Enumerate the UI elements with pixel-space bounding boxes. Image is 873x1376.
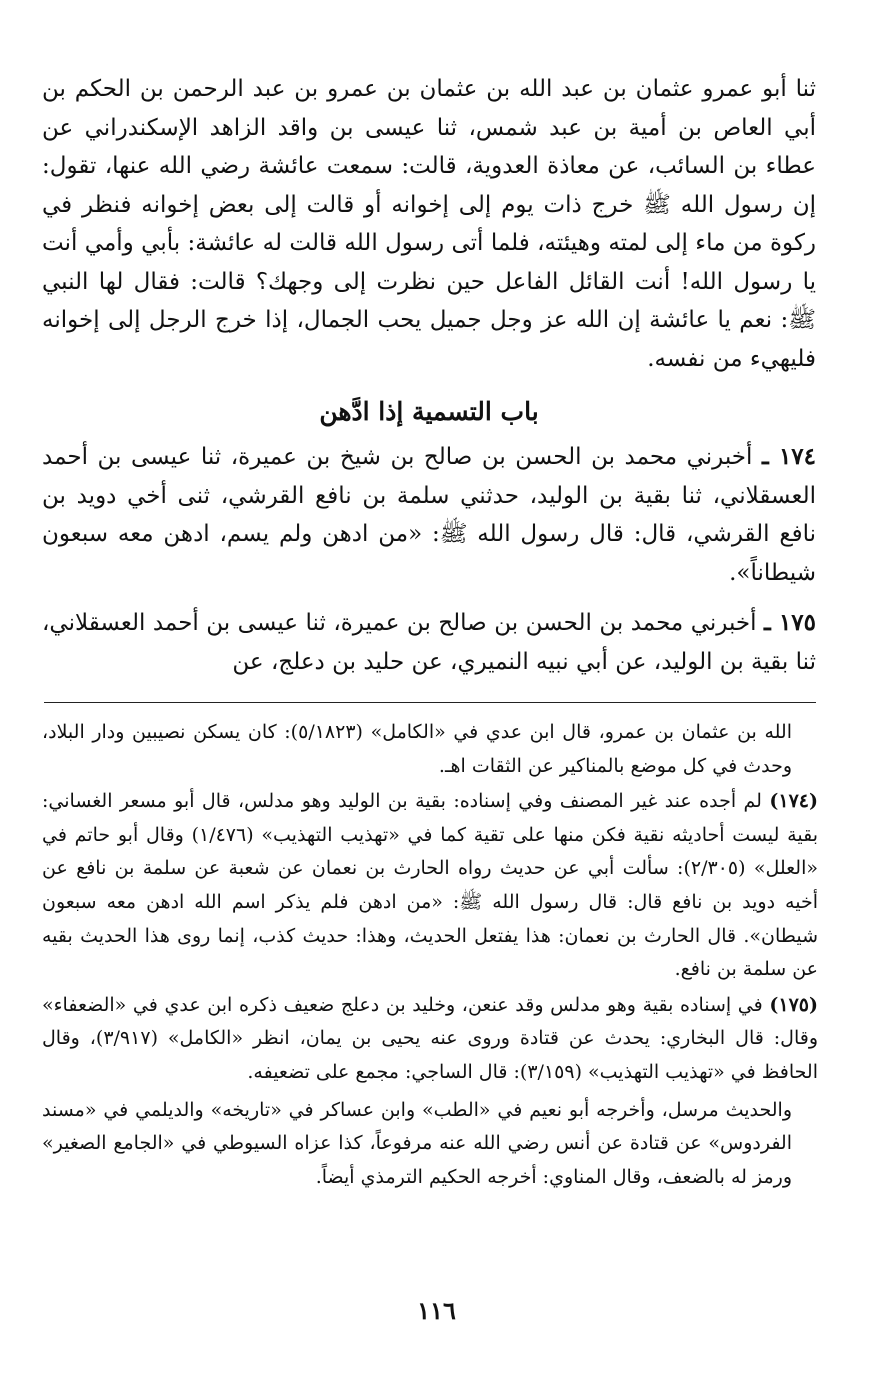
hadith-number: ١٧٥ ـ: [764, 609, 817, 636]
chapter-heading: باب التسمية إذا ادَّهن: [319, 397, 539, 426]
footnote-ref: (١٧٤): [769, 790, 818, 813]
main-text: [42, 70, 816, 693]
hadith-text: أخبرني محمد بن الحسن بن صالح بن شيخ بن عميرة، ثنا عيسى بن أحمد العسقلاني، ثنا بقية بن الوليد، حدثني سلمة بن نافع القرشي، ثنى أخي دويد بن نافع القرشي، قال: قال رسول الله ﷺ: «من ادهن ولم يسم، ادهن معه سبعون شيطاناً».: [42, 444, 816, 586]
footnote-additional: والحديث مرسل، وأخرجه أبو نعيم في «الطب» وابن عساكر في «تاريخه» والديلمي في «مسند الفردوس» عن قتادة عن أنس رضي الله عنه مرفوعاً، كذا عزاه السيوطي في «الجامع الصغير» ورمز له بالضعف، وقال المناوي: أخرجه الحكيم الترمذي أيضاً.: [42, 1098, 792, 1188]
footnote-ref: (١٧٥): [769, 993, 818, 1016]
footnote-divider: [44, 702, 816, 703]
footnote-continuation: الله بن عثمان بن عمرو، قال ابن عدي في «الكامل» (٥/١٨٢٣): كان يسكن نصيبين ودار البلاد، وحدث في كل موضع بالمناكير عن الثقات اهـ.: [42, 721, 792, 777]
footnote-174: [42, 785, 818, 987]
hadith-text: أخبرني محمد بن الحسن بن صالح بن عميرة، ثنا عيسى بن أحمد العسقلاني، ثنا بقية بن الوليد، عن أبي نبيه النميري، عن حليد بن دعلج، عن: [42, 610, 816, 675]
page-number: ١١٦: [417, 1296, 456, 1325]
hadith-174: [42, 438, 816, 592]
opening-paragraph: ثنا أبو عمرو عثمان بن عبد الله بن عثمان بن عمرو بن عبد الرحمن بن الحكم بن أبي العاص بن أمية بن عبد شمس، ثنا عيسى بن واقد الزاهد الإسكندراني عن عطاء بن السائب، عن معاذة العدوية، قالت: سمعت عائشة رضي الله عنها، تقول: إن رسول الله ﷺ خرج ذات يوم إلى إخوانه أو قالت إلى بعض إخوانه فنظر في ركوة من ماء إلى لمته وهيئته، فلما أتى رسول الله قالت له عائشة: بأبي وأمي أنت يا رسول الله! أنت القائل الفاعل حين نظرت إلى وجهك؟ قالت: فقال لها النبي ﷺ: نعم يا عائشة إن الله عز وجل جميل يحب الجمال، إذا خرج الرجل إلى إخوانه فليهيء من نفسه.: [42, 76, 816, 372]
footnote-text: لم أجده عند غير المصنف وفي إسناده: بقية بن الوليد وهو مدلس، قال أبو مسعر الغساني: بقية ليست أحاديثه نقية فكن منها على تقية كما في «تهذيب التهذيب» (١/٤٧٦) وقال أبو حاتم في «العلل» (٢/٣٠٥): سألت أبي عن حديث رواه الحارث بن نعمان عن شعبة عن سلمة بن نافع عن أخيه دويد بن نافع قال: قال رسول الله ﷺ: «من ادهن فلم يذكر اسم الله ادهن معه سبعون شيطان». قال الحارث بن نعمان: هذا يفتعل الحديث، وهذا: حديث كذب، إنما روى هذا الحديث بقيه عن سلمة بن نافع.: [42, 790, 818, 981]
footnotes: [42, 716, 818, 1194]
footnote-text: في إسناده بقية وهو مدلس وقد عنعن، وخليد بن دعلج ضعيف ذكره ابن عدي في «الضعفاء» وقال: قال البخاري: يحدث عن قتادة وروى عنه يحيى بن يمان، انظر «الكامل» (٣/٩١٧)، وقال الحافظ في «تهذيب التهذيب» (٣/١٥٩): قال الساجي: مجمع على تضعيفه.: [42, 993, 818, 1083]
footnote-175: [42, 989, 818, 1090]
hadith-number: ١٧٤ ـ: [761, 443, 817, 470]
hadith-175: [42, 604, 816, 681]
